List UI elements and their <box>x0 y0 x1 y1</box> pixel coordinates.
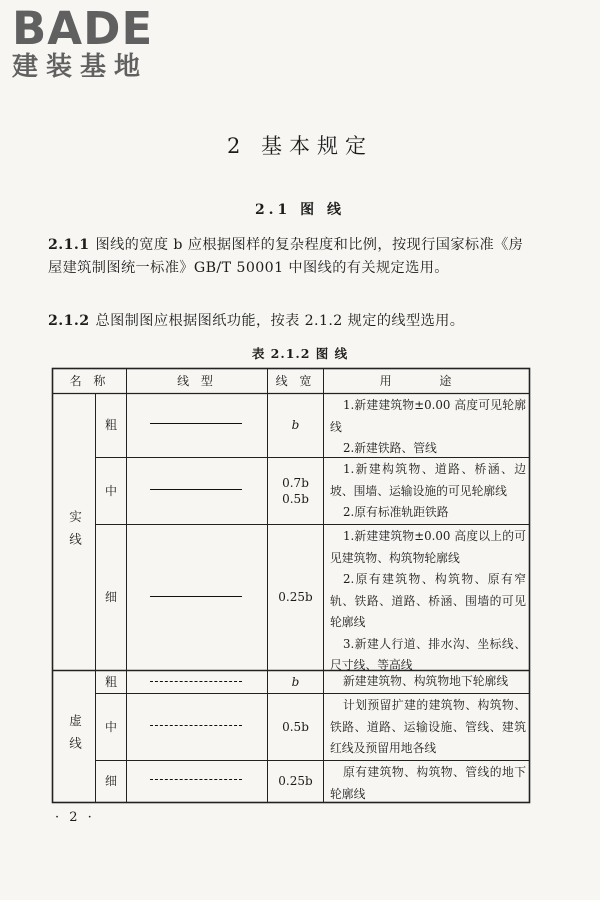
usage-item: 1.新建建筑物±0.00 高度可见轮廓线 <box>330 398 526 434</box>
row-width-value: 0.5b <box>282 492 309 506</box>
row-width: b <box>291 674 300 689</box>
line-sample-solid-medium <box>150 489 242 490</box>
row-weight: 细 <box>104 774 117 789</box>
row-weight: 细 <box>104 590 117 605</box>
logo-subtitle: 建装基地 <box>12 52 149 82</box>
row-usage <box>330 695 526 760</box>
table-title: 表 2.1.2 图 线 <box>251 346 349 361</box>
row-usage <box>330 459 526 524</box>
row-usage <box>330 526 526 677</box>
line-sample-solid-thick <box>150 423 242 424</box>
usage-item: 2.原有标准轨距铁路 <box>342 505 449 519</box>
row-weight: 粗 <box>104 418 117 433</box>
usage-item: 计划预留扩建的建筑物、构筑物、铁路、道路、运输设施、管线、建筑红线及预留用地各线 <box>330 698 526 755</box>
usage-item: 1.新建建筑物±0.00 高度以上的可见建筑物、构筑物轮廓线 <box>330 529 526 565</box>
header-name: 名 称 <box>69 373 110 388</box>
usage-item: 新建建筑物、构筑物地下轮廓线 <box>342 674 509 688</box>
header-line-type: 线 型 <box>177 373 217 388</box>
header-usage: 用 途 <box>379 373 474 388</box>
row-width-value: 0.7b <box>282 475 309 490</box>
row-weight: 中 <box>104 483 117 498</box>
usage-item: 3.新建人行道、排水沟、坐标线、尺寸线、等高线 <box>330 636 526 672</box>
section-title: 2.1 图 线 <box>254 202 346 218</box>
header-line-width: 线 宽 <box>275 373 316 388</box>
line-sample-solid-thin <box>150 596 242 597</box>
group-solid-line: 实线 <box>67 509 83 555</box>
row-width: 0.25b <box>278 590 313 605</box>
usage-item: 2.原有建筑物、构筑物、原有窄轨、铁路、道路、桥涵、围墙的可见轮廓线 <box>330 572 526 629</box>
group-dashed-line: 虚线 <box>67 714 83 759</box>
clause-text: 总图制图应根据图纸功能，按表 2.1.2 规定的线型选用。 <box>95 313 465 329</box>
row-weight: 粗 <box>104 674 117 689</box>
line-sample-dashed-thick <box>150 681 242 682</box>
row-usage <box>330 762 526 805</box>
clause-text: 图线的宽度 b 应根据图样的复杂程度和比例，按现行国家标准《房屋建筑制图统一标准》GB/T 50001 中图线的有关规定选用。 <box>48 237 524 276</box>
row-width <box>268 458 323 524</box>
row-weight: 中 <box>104 719 117 734</box>
usage-item: 2.新建铁路、管线 <box>342 441 437 455</box>
row-width: 0.25b <box>278 774 313 789</box>
row-usage <box>330 671 526 693</box>
line-sample-dashed-thin <box>150 779 242 780</box>
page-number: · 2 · <box>55 810 95 825</box>
usage-item: 1.新建构筑物、道路、桥涵、边坡、围墙、运输设施的可见轮廓线 <box>330 462 526 498</box>
row-width: b <box>291 418 300 433</box>
row-usage <box>330 395 526 460</box>
clause-number: 2.1.1 <box>48 237 90 253</box>
logo-mark: BADE <box>12 2 154 55</box>
row-width: 0.5b <box>282 719 309 734</box>
chapter-title: 2 基本规定 <box>226 134 374 158</box>
usage-item: 原有建筑物、构筑物、管线的地下轮廓线 <box>330 765 526 801</box>
line-sample-dashed-medium <box>150 725 242 726</box>
clause-number: 2.1.2 <box>48 313 90 329</box>
